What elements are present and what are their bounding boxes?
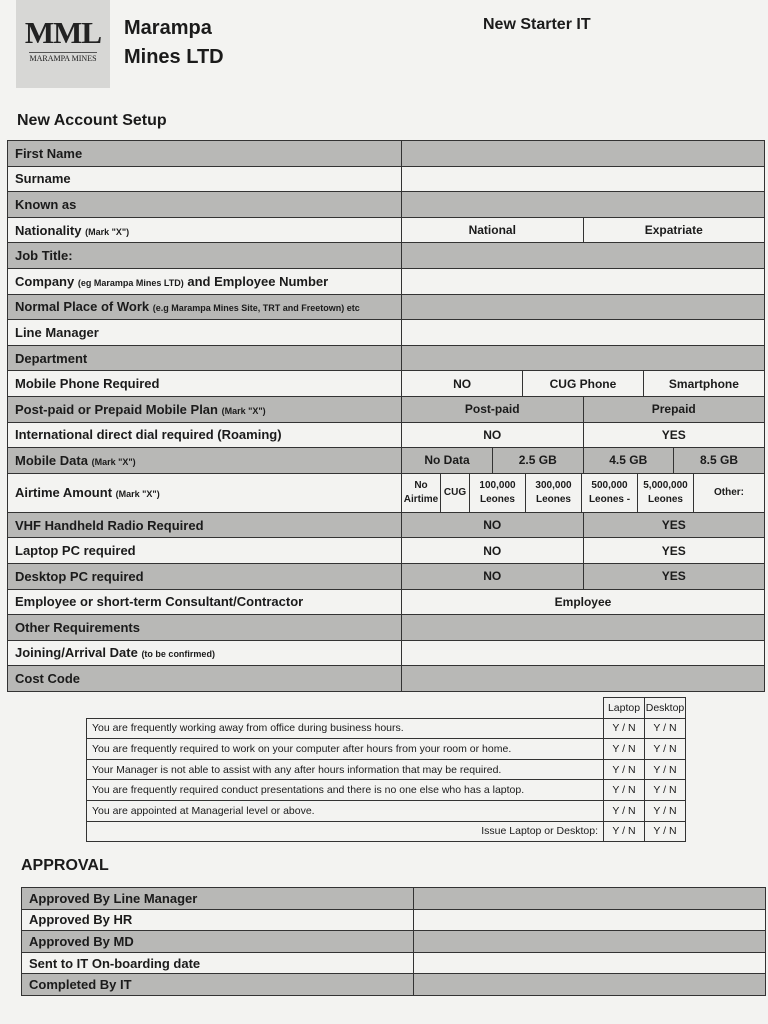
first-name-label: First Name [8, 141, 402, 167]
cost-code-field[interactable] [402, 666, 765, 692]
mobile-phone-option-no[interactable]: NO [402, 371, 523, 396]
employee-type-label: Employee or short-term Consultant/Contractor [8, 589, 402, 615]
plan-text: Post-paid or Prepaid Mobile Plan [15, 401, 218, 417]
question-text: You are frequently required to work on your computer after hours from your room or home. [87, 739, 604, 760]
cost-code-label: Cost Code [8, 666, 402, 692]
desktop-option-no[interactable]: NO [402, 564, 583, 589]
company-text: Company [15, 273, 75, 289]
laptop-label: Laptop PC required [8, 538, 402, 564]
desktop-column-header: Desktop [645, 698, 686, 719]
desktop-yn[interactable]: Y / N [645, 780, 686, 801]
employee-type-field[interactable]: Employee [402, 589, 765, 615]
desktop-option-yes[interactable]: YES [583, 564, 764, 589]
roaming-label: International direct dial required (Roaming) [8, 422, 402, 448]
company-name [124, 14, 224, 72]
desktop-label: Desktop PC required [8, 563, 402, 589]
plan-label [8, 396, 402, 422]
company-suffix: and Employee Number [187, 273, 329, 289]
document-title: New Starter IT [483, 16, 591, 33]
laptop-yn[interactable]: Y / N [604, 739, 645, 760]
mobile-data-option-none[interactable]: No Data [402, 448, 493, 473]
nationality-note: (Mark "X") [85, 226, 130, 237]
laptop-yn[interactable]: Y / N [604, 759, 645, 780]
company-name-line1: Marampa [124, 17, 212, 39]
section-title: New Account Setup [17, 112, 167, 129]
surname-label: Surname [8, 166, 402, 192]
department-label: Department [8, 345, 402, 371]
question-row [87, 759, 686, 780]
mobile-data-label [8, 448, 402, 474]
airtime-option-300k[interactable]: 300,000 Leones [526, 474, 582, 512]
question-text: You are appointed at Managerial level or above. [87, 800, 604, 821]
place-of-work-label [8, 294, 402, 320]
place-of-work-note: (e.g Marampa Mines Site, TRT and Freetown) etc [152, 303, 360, 314]
laptop-option-no[interactable]: NO [402, 538, 583, 563]
approved-by-hr-field[interactable] [414, 909, 766, 931]
approved-by-line-manager-field[interactable] [414, 888, 766, 910]
nationality-text: Nationality [15, 222, 82, 238]
desktop-yn[interactable]: Y / N [645, 739, 686, 760]
mobile-data-option-8-5gb[interactable]: 8.5 GB [674, 448, 765, 473]
job-title-field[interactable] [402, 243, 765, 269]
laptop-option-yes[interactable]: YES [583, 538, 764, 563]
approved-by-md-field[interactable] [414, 931, 766, 953]
company-name-line2: Mines LTD [124, 46, 224, 68]
airtime-note: (Mark "X") [115, 489, 160, 500]
mobile-phone-option-cug[interactable]: CUG Phone [523, 371, 644, 396]
job-title-label: Job Title: [8, 243, 402, 269]
vhf-label: VHF Handheld Radio Required [8, 512, 402, 538]
logo-mark: MML [24, 15, 102, 50]
question-row [87, 800, 686, 821]
question-text: Your Manager is not able to assist with any after hours information that may be required. [87, 759, 604, 780]
line-manager-field[interactable] [402, 320, 765, 346]
desktop-yn[interactable]: Y / N [645, 759, 686, 780]
vhf-option-yes[interactable]: YES [583, 513, 764, 538]
company-field[interactable] [402, 268, 765, 294]
approved-by-line-manager-label: Approved By Line Manager [22, 888, 414, 910]
airtime-option-500k[interactable]: 500,000 Leones - [582, 474, 638, 512]
completed-by-it-field[interactable] [414, 974, 766, 996]
nationality-option-national[interactable]: National [402, 218, 583, 243]
airtime-label [8, 473, 402, 512]
approved-by-hr-label: Approved By HR [22, 909, 414, 931]
issue-row [87, 821, 686, 842]
question-row [87, 780, 686, 801]
mobile-data-option-2-5gb[interactable]: 2.5 GB [493, 448, 584, 473]
other-requirements-label: Other Requirements [8, 615, 402, 641]
laptop-yn[interactable]: Y / N [604, 718, 645, 739]
mobile-data-text: Mobile Data [15, 452, 88, 468]
issue-label: Issue Laptop or Desktop: [87, 821, 604, 842]
joining-date-text: Joining/Arrival Date [15, 645, 138, 661]
joining-date-note: (to be confirmed) [141, 649, 215, 660]
airtime-option-cug[interactable]: CUG [441, 474, 470, 512]
known-as-field[interactable] [402, 192, 765, 218]
onboarding-date-label: Sent to IT On-boarding date [22, 952, 414, 974]
completed-by-it-label: Completed By IT [22, 974, 414, 996]
company-note: (eg Marampa Mines LTD) [77, 277, 184, 288]
mobile-data-note: (Mark "X") [91, 456, 136, 467]
known-as-label: Known as [8, 192, 402, 218]
mobile-data-option-4-5gb[interactable]: 4.5 GB [583, 448, 674, 473]
question-text: You are frequently working away from office during business hours. [87, 718, 604, 739]
place-of-work-field[interactable] [402, 294, 765, 320]
surname-field[interactable] [402, 166, 765, 192]
logo-subtitle: MARAMPA MINES [29, 54, 97, 63]
roaming-option-yes[interactable]: YES [583, 423, 764, 448]
first-name-field[interactable] [402, 141, 765, 167]
mobile-phone-label: Mobile Phone Required [8, 371, 402, 397]
airtime-option-other[interactable]: Other: [694, 474, 765, 512]
department-field[interactable] [402, 345, 765, 371]
issue-laptop-yn[interactable]: Y / N [604, 821, 645, 842]
laptop-column-header: Laptop [604, 698, 645, 719]
roaming-option-no[interactable]: NO [402, 423, 583, 448]
laptop-yn[interactable]: Y / N [604, 800, 645, 821]
vhf-option-no[interactable]: NO [402, 513, 583, 538]
company-label [8, 268, 402, 294]
nationality-option-expatriate[interactable]: Expatriate [583, 218, 764, 243]
question-text: You are frequently required conduct presentations and there is no one else who has a laptop. [87, 780, 604, 801]
device-eligibility-table [86, 697, 686, 842]
nationality-label [8, 217, 402, 243]
plan-option-postpaid[interactable]: Post-paid [402, 397, 583, 422]
approval-title: APPROVAL [21, 857, 109, 874]
issue-desktop-yn[interactable]: Y / N [645, 821, 686, 842]
plan-option-prepaid[interactable]: Prepaid [583, 397, 764, 422]
account-setup-table [7, 140, 765, 692]
approval-table [21, 887, 766, 996]
question-row [87, 718, 686, 739]
onboarding-date-field[interactable] [414, 952, 766, 974]
other-requirements-field[interactable] [402, 615, 765, 641]
place-of-work-text: Normal Place of Work [15, 299, 150, 315]
airtime-option-none[interactable]: No Airtime [402, 474, 441, 512]
desktop-yn[interactable]: Y / N [645, 800, 686, 821]
plan-note: (Mark "X") [221, 405, 266, 416]
desktop-yn[interactable]: Y / N [645, 718, 686, 739]
laptop-yn[interactable]: Y / N [604, 780, 645, 801]
joining-date-field[interactable] [402, 640, 765, 666]
airtime-option-5m[interactable]: 5,000,000 Leones [638, 474, 694, 512]
airtime-option-100k[interactable]: 100,000 Leones [470, 474, 526, 512]
approved-by-md-label: Approved By MD [22, 931, 414, 953]
line-manager-label: Line Manager [8, 320, 402, 346]
question-row [87, 739, 686, 760]
joining-date-label [8, 640, 402, 666]
airtime-text: Airtime Amount [15, 485, 113, 501]
company-logo [16, 0, 110, 88]
mobile-phone-option-smartphone[interactable]: Smartphone [643, 371, 764, 396]
